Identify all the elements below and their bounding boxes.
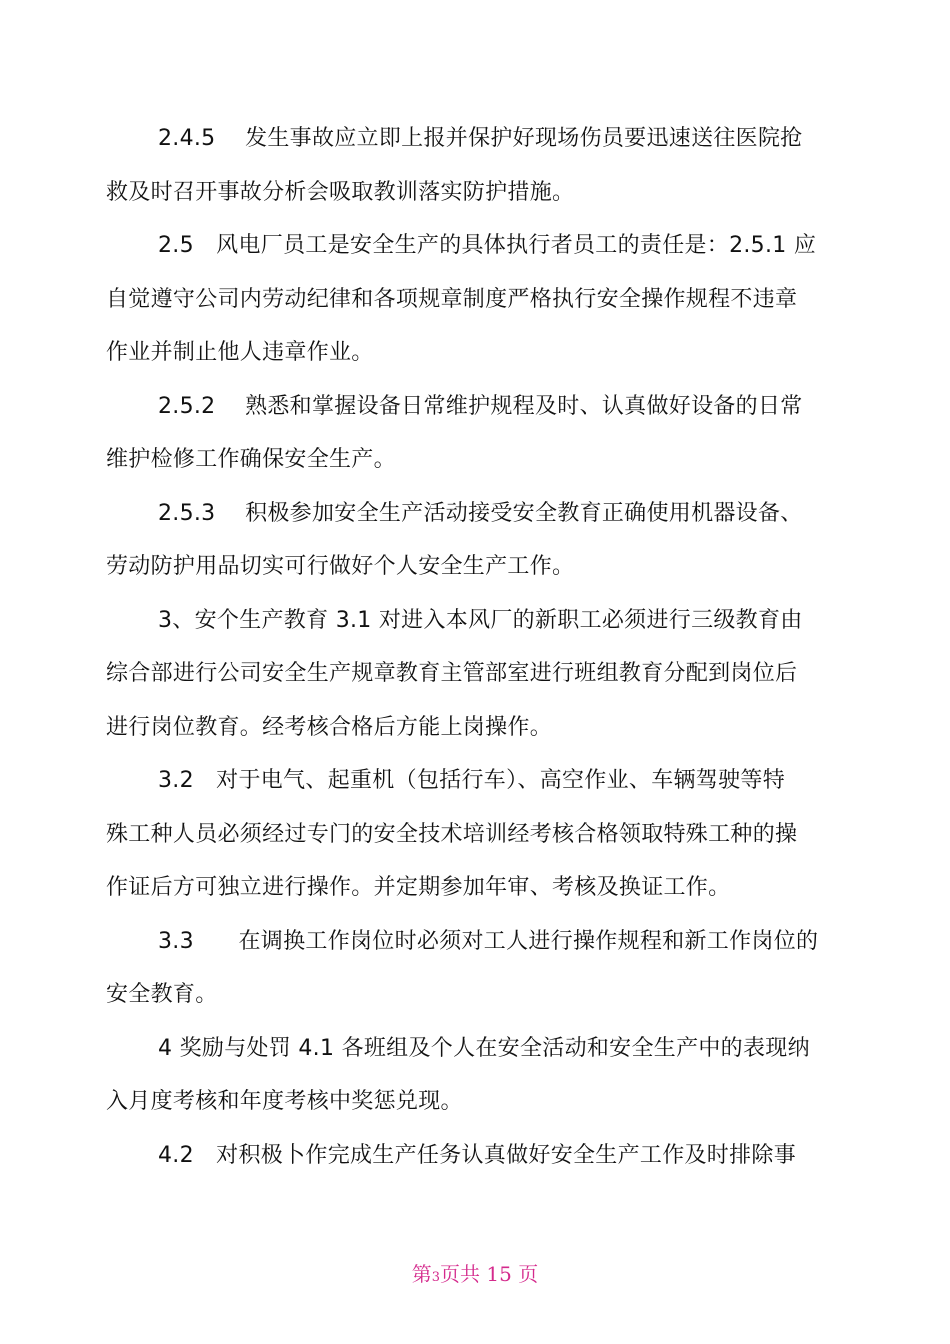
paragraph-line: 作业并制止他人违章作业。 xyxy=(106,340,374,365)
paragraph xyxy=(106,112,846,219)
paragraph-line: 2.4.5 发生事故应立即上报并保护好现场伤员要迅速送往医院抢 xyxy=(158,126,803,151)
paragraph-line: 安全教育。 xyxy=(106,982,218,1007)
paragraph-line: 入月度考核和年度考核中奖惩兑现。 xyxy=(106,1089,463,1114)
paragraph-line: 维护检修工作确保安全生产。 xyxy=(106,447,396,472)
paragraph-line: 劳动防护用品切实可行做好个人安全生产工作。 xyxy=(106,554,575,579)
paragraph-line: 殊工种人员必须经过专门的安全技术培训经考核合格领取特殊工种的操 xyxy=(106,821,798,847)
paragraph-line: 救及时召开事故分析会吸取教训落实防护措施。 xyxy=(106,179,575,205)
paragraph xyxy=(106,1129,846,1183)
footer-middle: 页共 xyxy=(440,1262,481,1286)
paragraph xyxy=(106,594,846,755)
paragraph xyxy=(106,754,846,915)
paragraph xyxy=(106,915,846,1022)
paragraph-line: 4 奖励与处罚 4.1 各班组及个人在安全活动和安全生产中的表现纳 xyxy=(158,1035,810,1061)
paragraph xyxy=(106,219,846,380)
footer-prefix: 第 xyxy=(411,1262,432,1286)
paragraph-line: 3.3 在调换工作岗位时必须对工人进行操作规程和新工作岗位的 xyxy=(158,928,819,954)
paragraph-line: 4.2 对积极卜作完成生产任务认真做好安全生产工作及时排除事 xyxy=(158,1142,796,1168)
footer-suffix: 页 xyxy=(518,1262,539,1286)
document-body xyxy=(106,112,846,1182)
paragraph-line: 3.2 对于电气、起重机（包括行车）、高空作业、车辆驾驶等特 xyxy=(158,768,785,793)
paragraph-line: 综合部进行公司安全生产规章教育主管部室进行班组教育分配到岗位后 xyxy=(106,661,798,686)
paragraph-line: 2.5 风电厂员工是安全生产的具体执行者员工的责任是：2.5.1 应 xyxy=(158,233,817,258)
paragraph-line: 2.5.2 熟悉和掌握设备日常维护规程及时、认真做好设备的日常 xyxy=(158,393,803,419)
paragraph-line: 进行岗位教育。经考核合格后方能上岗操作。 xyxy=(106,714,553,740)
paragraph-line: 2.5.3 积极参加安全生产活动接受安全教育正确使用机器设备、 xyxy=(158,500,803,526)
paragraph-line: 自觉遵守公司内劳动纪律和各项规章制度严格执行安全操作规程不违章 xyxy=(106,286,798,312)
paragraph xyxy=(106,380,846,487)
footer-total-pages: 15 xyxy=(486,1262,512,1286)
page-footer xyxy=(0,1258,950,1287)
footer-page-number: 3 xyxy=(431,1270,441,1285)
paragraph xyxy=(106,1022,846,1129)
paragraph xyxy=(106,487,846,594)
paragraph-line: 作证后方可独立进行操作。并定期参加年审、考核及换证工作。 xyxy=(106,875,731,900)
paragraph-line: 3、安个生产教育 3.1 对进入本风厂的新职工必须进行三级教育由 xyxy=(158,607,803,633)
